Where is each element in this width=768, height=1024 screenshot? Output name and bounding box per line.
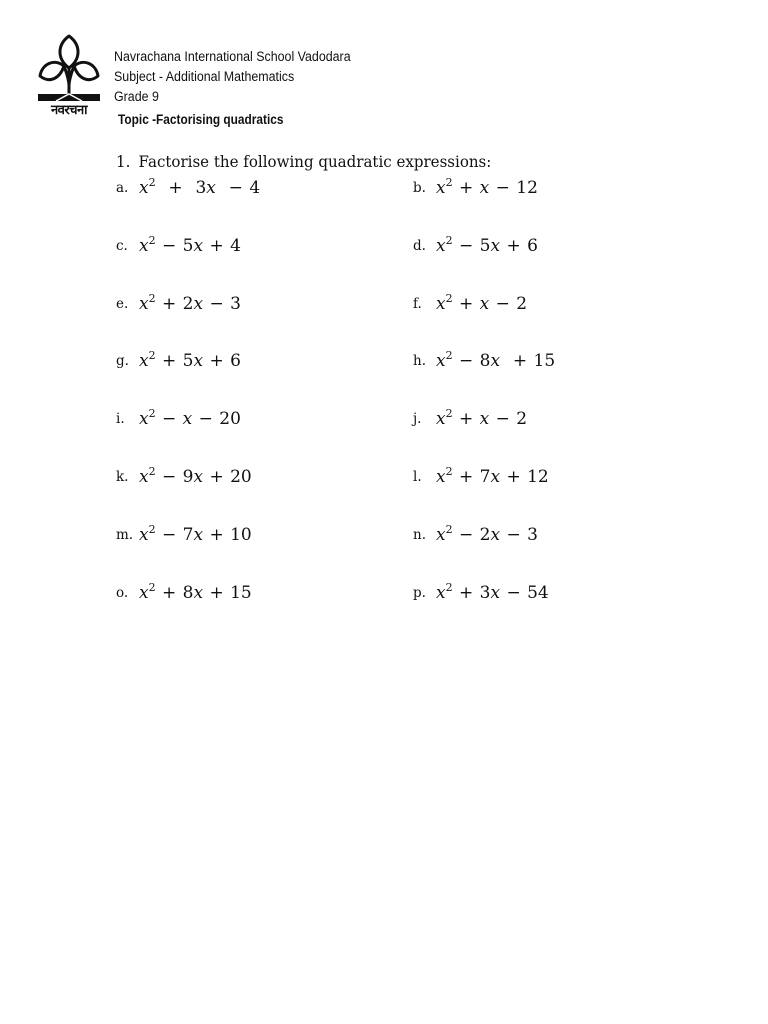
expression-variable: x	[436, 236, 446, 256]
exercise-expression	[436, 176, 538, 198]
expression-power: 2	[148, 176, 156, 189]
expression-terms: − 7x + 10	[155, 525, 252, 545]
expression-variable: x	[436, 351, 446, 371]
expression-terms: + 2x − 3	[155, 294, 241, 314]
expression-variable: x	[436, 178, 446, 198]
expression-variable: x	[139, 236, 149, 256]
exercise-label: j.	[413, 411, 422, 427]
exercise-expression	[436, 234, 538, 256]
expression-terms: + 3x − 4	[155, 178, 261, 198]
expression-power: 2	[445, 581, 453, 594]
exercise-label: f.	[413, 296, 422, 312]
logo-wordmark: नवरचना	[50, 103, 88, 118]
exercise-expression	[139, 176, 260, 198]
exercise-label: c.	[116, 238, 128, 254]
expression-variable: x	[436, 294, 446, 314]
exercise-expression	[139, 349, 241, 371]
expression-variable: x	[139, 583, 149, 603]
expression-variable: x	[436, 467, 446, 487]
expression-variable: x	[436, 525, 446, 545]
question-prompt: Factorise the following quadratic expressions:	[138, 152, 492, 171]
exercise-expression	[436, 581, 549, 603]
expression-variable: x	[139, 294, 149, 314]
expression-terms: + x − 2	[452, 294, 528, 314]
expression-variable: x	[139, 351, 149, 371]
expression-variable: x	[139, 525, 149, 545]
expression-terms: + x − 12	[452, 178, 538, 198]
exercise-expression	[139, 292, 241, 314]
exercise-label: n.	[413, 527, 426, 543]
exercise-label: k.	[116, 469, 129, 485]
grade-line: Grade 9	[114, 89, 159, 104]
expression-terms: + 8x + 15	[155, 583, 252, 603]
expression-terms: + x − 2	[452, 409, 528, 429]
expression-terms: + 5x + 6	[155, 351, 241, 371]
expression-variable: x	[436, 409, 446, 429]
exercise-expression	[436, 349, 555, 371]
expression-terms: − 5x + 4	[155, 236, 241, 256]
expression-power: 2	[148, 234, 156, 247]
exercise-expression	[436, 407, 527, 429]
question-heading	[116, 152, 491, 171]
expression-power: 2	[445, 176, 453, 189]
expression-terms: − 9x + 20	[155, 467, 252, 487]
expression-power: 2	[445, 523, 453, 536]
exercise-expression	[139, 581, 252, 603]
expression-power: 2	[445, 465, 453, 478]
exercise-expression	[139, 465, 252, 487]
exercise-expression	[139, 234, 241, 256]
expression-power: 2	[148, 349, 156, 362]
exercise-label: a.	[116, 180, 129, 196]
expression-variable: x	[139, 178, 149, 198]
expression-terms: − x − 20	[155, 409, 241, 429]
exercise-label: m.	[116, 527, 134, 543]
expression-power: 2	[148, 523, 156, 536]
expression-variable: x	[139, 409, 149, 429]
expression-power: 2	[148, 292, 156, 305]
exercise-label: o.	[116, 585, 129, 601]
exercise-label: b.	[413, 180, 426, 196]
expression-terms: − 8x + 15	[452, 351, 556, 371]
exercise-label: l.	[413, 469, 422, 485]
document-header	[114, 47, 371, 107]
exercise-label: e.	[116, 296, 129, 312]
expression-terms: + 7x + 12	[452, 467, 549, 487]
expression-power: 2	[445, 292, 453, 305]
school-name: Navrachana International School Vadodara	[114, 49, 351, 64]
question-number: 1.	[116, 152, 131, 171]
exercise-label: i.	[116, 411, 125, 427]
exercise-expression	[436, 465, 549, 487]
expression-terms: − 5x + 6	[452, 236, 538, 256]
expression-power: 2	[148, 465, 156, 478]
expression-variable: x	[139, 467, 149, 487]
exercise-label: h.	[413, 353, 426, 369]
exercise-label: p.	[413, 585, 426, 601]
expression-power: 2	[445, 349, 453, 362]
exercise-expression	[139, 523, 252, 545]
expression-variable: x	[436, 583, 446, 603]
exercise-expression	[139, 407, 241, 429]
exercise-label: g.	[116, 353, 129, 369]
exercise-expression	[436, 292, 527, 314]
expression-power: 2	[148, 407, 156, 420]
exercise-expression	[436, 523, 538, 545]
expression-terms: − 2x − 3	[452, 525, 538, 545]
expression-power: 2	[445, 407, 453, 420]
exercise-label: d.	[413, 238, 426, 254]
expression-power: 2	[445, 234, 453, 247]
expression-terms: + 3x − 54	[452, 583, 549, 603]
expression-power: 2	[148, 581, 156, 594]
subject-line: Subject - Additional Mathematics	[114, 69, 295, 84]
topic-heading: Topic -Factorising quadratics	[118, 112, 284, 127]
